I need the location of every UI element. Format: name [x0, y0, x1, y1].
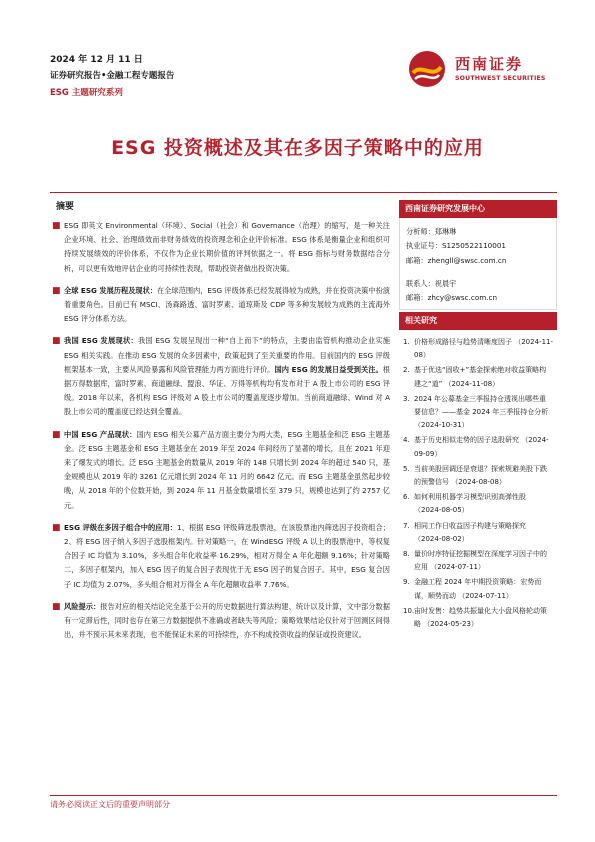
company-logo — [407, 49, 557, 93]
paragraph-emphasis: 国内 ESG 的发展日益受到关注。 — [274, 364, 383, 374]
contact-name: 祝晨宇 — [434, 278, 457, 288]
bullet-icon: ■ — [52, 221, 61, 231]
related-report-item[interactable]: 8. 量价时序特征挖掘模型在深度学习因子中的应用 （2024-07-11） — [403, 550, 547, 572]
abstract-paragraph-intro — [50, 219, 390, 276]
bullet-icon: ■ — [52, 429, 61, 440]
related-research-box — [399, 312, 557, 633]
abstract-paragraph-multifactor — [50, 521, 390, 592]
research-center-heading: 西南证券研究发展中心 — [399, 200, 557, 218]
footer-divider — [50, 795, 557, 796]
logo-en-text: SOUTHWEST SECURITIES — [455, 75, 546, 82]
paragraph-lead: ESG 评级在多因子组合中的应用： — [64, 522, 178, 532]
email-label: 邮箱： — [406, 255, 428, 265]
email-label: 邮箱： — [406, 293, 428, 303]
abstract-body — [50, 219, 390, 650]
footer-disclaimer: 请务必阅读正文后的重要声明部分 — [50, 800, 170, 809]
related-report-item[interactable]: 7. 相同工作日收益因子构建与策略探究 （2024-08-02） — [403, 521, 526, 543]
paragraph-lead: 风险提示： — [64, 601, 101, 611]
research-center-body — [399, 218, 557, 310]
related-report-item[interactable]: 9. 金融工程 2024 年中期投资策略：宏势而谋，顺势而动 （2024-07-11） — [403, 578, 542, 600]
report-date: 2024 年 12 月 11 日 — [50, 55, 143, 65]
abstract-paragraph-global — [50, 284, 390, 327]
paragraph-text: 在全球范围内，ESG 评级体系已经发展得较为成熟，并在投资决策中扮演着重要角色。目前已有 MSCI、汤森路透、富时罗素、道琼斯及 CDP 等多种发展较为成熟的主流海外 ESG 评分体系方法。 — [64, 285, 390, 324]
related-report-item[interactable]: 10. 宙时发售：趋势共振量化大小盘风格轮动策略 （2024-05-23） — [403, 606, 547, 629]
report-title: ESG 投资概述及其在多因子策略中的应用 — [111, 137, 484, 159]
related-research-list — [399, 330, 557, 631]
analyst-line — [406, 225, 550, 239]
bullet-icon: ■ — [52, 601, 61, 612]
contact-label: 联系人： — [406, 278, 435, 288]
bullet-icon: ■ — [52, 522, 61, 533]
paragraph-lead: 中国 ESG 产品现状： — [64, 429, 137, 439]
title-divider — [50, 192, 557, 193]
contact-email-line — [406, 291, 550, 305]
analyst-name: 郑琳琳 — [434, 227, 457, 236]
license-number: S1250522110001 — [441, 241, 506, 251]
analyst-email-link[interactable]: zhengll@swsc.com.cn — [427, 255, 507, 265]
license-label: 执业证号： — [406, 241, 442, 251]
report-type: 证券研究报告•金融工程专题报告 — [50, 71, 175, 81]
license-line — [406, 239, 550, 253]
bullet-icon: ■ — [52, 285, 61, 296]
abstract-paragraph-china — [50, 334, 390, 419]
paragraph-tail: 根据万得数据库，富时罗素、商道融绿、盟浪、华证、万得等机构均有发布对于 A 股上市公司的 ESG 评级。2018 年以来，各机构 ESG 评级对 A 股上市公司的覆盖度逐步增加。当前商道融绿、Wind 对 A 股上市公司的覆盖度已经达到全覆盖。 — [64, 364, 390, 417]
related-report-item[interactable]: 5. 当前美股回调还是衰退？探索规避美股下跌的预警信号 （2024-08-08） — [403, 464, 547, 487]
abstract-heading: 摘要 — [56, 202, 75, 212]
paragraph-text: 我国 ESG 发展呈现出一种“自上而下”的特点，主要由监管机构推动企业实施 ESG 相关实践。在推动 ESG 发展的众多因素中，政策起到了至关重要的作用。目前国内的 ESG 评级框架基本一致，主要从风险暴露和风险管理能力两方面进行评价。 — [64, 336, 390, 374]
related-report-item[interactable]: 4. 基于历史相似走势的因子选股研究 （2024-09-09） — [403, 436, 549, 458]
report-series: ESG 主题研究系列 — [50, 88, 123, 98]
bullet-icon: ■ — [52, 336, 61, 347]
related-report-item[interactable]: 2. 基于优选“固收+”基金探索绝对收益策略构建之“道” （2024-11-08） — [403, 366, 547, 388]
abstract-paragraph-products — [50, 428, 390, 513]
related-report-item[interactable]: 3. 2024 年公募基金三季报持仓透视出哪些重要信息？——基金 2024 年三季报持仓分析 （2024-10-31） — [403, 394, 549, 430]
paragraph-lead: 全球 ESG 发展历程及现状： — [64, 285, 158, 295]
logo-cn-text: 西南证券 — [455, 55, 524, 73]
paragraph-text: ESG 即英文 Environmental（环境）、Social（社会）和 Governance（治理）的缩写，是一种关注企业环境、社会、治理绩效而非财务绩效的投资理念和企业评价标准。ESG 体系是衡量企业和组织可持续发展绩效的评价体系，不仅作为企业长期价值的评判依据之一。将 ESG 指标与财务数据结合分析，可以更有效地评估企业的可持续性表现，帮助投资者做出投资决策。 — [64, 221, 390, 273]
analyst-label: 分析师： — [406, 227, 435, 236]
related-report-item[interactable]: 1. 价格形成路径与趋势清晰度因子 （2024-11-08） — [403, 338, 553, 360]
contact-email-link[interactable]: zhcy@swsc.com.cn — [427, 293, 498, 303]
paragraph-lead: 我国 ESG 发展现状： — [64, 336, 138, 346]
related-research-heading: 相关研究 — [399, 312, 557, 330]
research-center-box — [399, 200, 557, 310]
paragraph-text: 1、根据 ESG 评级筛选股票池，在该股票池内筛选因子投资组合；2、将 ESG 因子纳入多因子选股框架内。针对策略一，在 WindESG 评级 A 以上的股票池中，等权复合因子 IC 均值为 3.10%，多头组合年化收益率 16.29%，相对万得全 A 年化超额 9.16%；针对策略二，多因子框架内，加入 ESG 因子的复合因子表现优于无 ESG 因子的复合因子。其中，ESG 复合因子 IC 均值为 2.07%，多头组合相对万得全 A 年化超额收益率 7.76%。 — [64, 522, 390, 589]
contact-line — [406, 277, 550, 291]
analyst-email-line — [406, 254, 550, 268]
paragraph-text: 国内 ESG 相关公募产品方面主要分为两大类，ESG 主题基金和泛 ESG 主题基金。泛 ESG 主题基金和 ESG 主题基金在 2019 年至 2024 年间经历了显著的增长，且在 2021 年迎来了爆发式的增长。泛 ESG 主题基金的数量从 2019 年的 148 只增长到 2024 年的超过 540 只，基金规模也从 2019 年的 3261 亿元增长到 2024 年 11 月的 6642 亿元。而 ESG 主题基金虽然起步较晚，从 2018 年的个位数开始，到 2024 年 11 月基金数量增长至 379 只，规模也达到了约 2757 亿元。 — [64, 429, 390, 510]
paragraph-text: 报告对应的相关结论完全基于公开的历史数据进行算法构建、统计以及计算，文中部分数据有一定滞后性，同时也存在第三方数据提供不准确或者缺失等风险；策略效果结论仅针对于回测区间得出，并不预示其未来表现，也不能保证未来的可持续性，亦不构成投资收益的保证或投资建议。 — [64, 601, 390, 640]
abstract-paragraph-risk — [50, 600, 390, 643]
logo-mark-icon — [407, 49, 447, 89]
related-report-item[interactable]: 6. 如何利用机器学习模型识别高弹性股 （2024-08-05） — [403, 493, 526, 515]
